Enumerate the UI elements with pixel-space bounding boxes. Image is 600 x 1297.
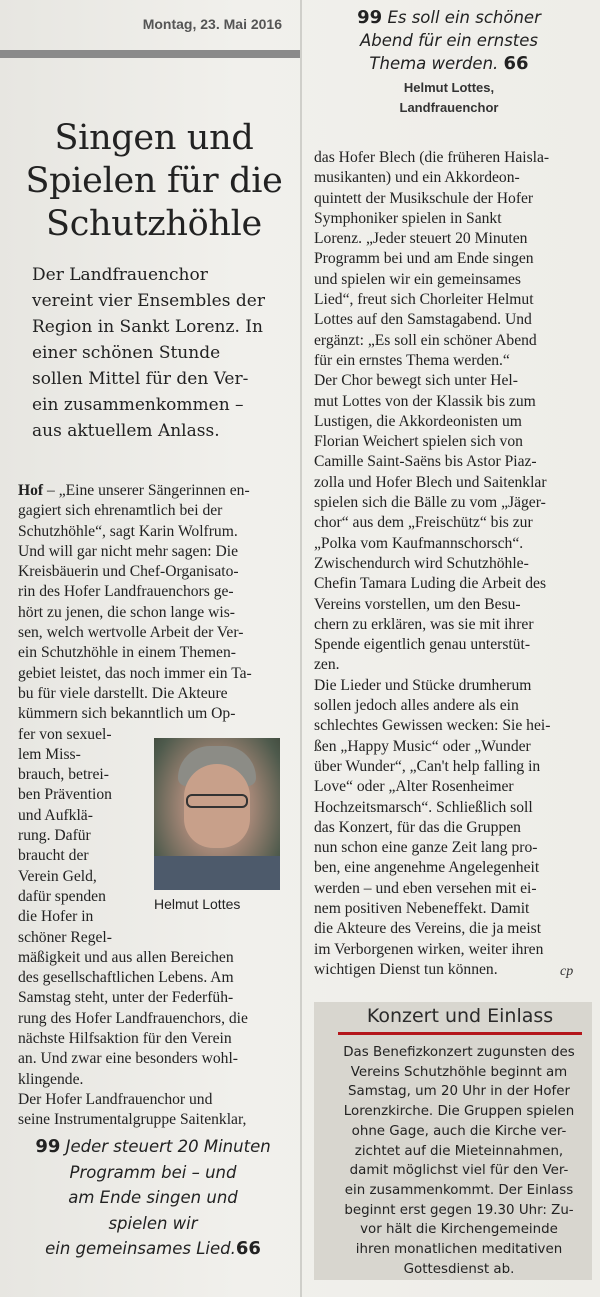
quote-close-mark: 66 [235,1238,261,1259]
info-line: ein zusammenkommt. Der Einlass [344,1182,574,1198]
body-line: Symphoniker spielen in Sankt [314,209,502,227]
quote-top-line: Es soll ein schöner [387,8,541,27]
header-rule [0,50,300,58]
author-signature: cp [560,964,574,979]
info-line: ohne Gage, auch die Kirche ver- [351,1123,567,1139]
body-line: musikanten) und ein Akkordeon- [314,169,520,187]
body-line: Zwischendurch wird Schutzhöhle- [314,554,529,572]
body-line: des gesellschaftlichen Lebens. Am [18,969,234,987]
body-line: das Hofer Blech (die früheren Haisla- [314,149,550,166]
body-line: mäßigkeit und aus allen Bereichen [18,948,234,966]
quote-open-mark: 99 [35,1136,61,1157]
article-lead [32,262,280,444]
quote-attribution [318,78,580,118]
body-line: schöner Regel- [18,928,112,946]
photo-shirt [154,856,280,890]
body-line: Die Lieder und Stücke drumherum [314,676,532,694]
body-line: gebiet leistet, das noch immer ein Ta- [18,664,252,682]
pull-quote-bottom [18,1134,288,1262]
body-line: chor“ aus dem „Freischütz“ bis zur [314,514,533,532]
quote-bottom-line: spielen wir [108,1213,198,1233]
body-line: klingende. [18,1070,84,1088]
column-divider [300,0,302,1297]
body-line: Love“ oder „Alter Rosenheimer [314,778,514,796]
info-line: beginnt erst gegen 19.30 Uhr: Zu- [344,1202,574,1218]
article-body-right [314,148,586,980]
body-line: braucht der [18,847,89,865]
body-line: seine Instrumentalgruppe Saitenklar, [18,1111,247,1129]
info-line: vor hält die Kirchengemeinde [360,1222,558,1238]
body-line: brauch, betrei- [18,766,109,784]
info-box-rule [338,1032,582,1035]
info-line: zichtet auf die Mieteinnahmen, [354,1143,564,1159]
lead-line: sollen Mittel für den Ver- [32,369,249,389]
body-line: Kreisbäuerin und Chef-Organisato- [18,563,239,581]
quote-top-line: Abend für ein ernstes [359,31,539,50]
body-line: bu für viele darstellt. Die Akteure [18,684,228,702]
info-line: Samstag, um 20 Uhr in der Hofer [347,1084,570,1100]
body-line: ben Prävention [18,786,112,804]
attribution-name: Helmut Lottes, [403,80,495,95]
body-line: und Aufklä- [18,806,93,824]
quote-close-mark: 66 [503,53,529,74]
article-headline: Singen und Spielen für die Schutzhöhle [25,118,283,244]
quote-bottom-line: ein gemeinsames Lied. [45,1239,236,1258]
info-line: Vereins Schutzhöhle beginnt am [350,1064,568,1080]
body-line: Lied“, freut sich Chorleiter Helmut [314,291,534,309]
dateline: Hof [18,482,44,499]
body-line: Vereins vorstellen, um den Besu- [314,595,521,613]
body-line: Und will gar nicht mehr sagen: Die [18,542,238,560]
body-line: fer von sexuel- [18,725,112,743]
body-line: chern zu erklären, was sie mit ihrer [314,615,534,633]
body-line: Verein Geld, [18,867,97,885]
body-line: rung. Dafür [18,827,91,845]
body-line: Lottes auf den Samstagabend. Und [314,311,532,329]
lead-line: Der Landfrauenchor [32,265,208,285]
lead-line: Region in Sankt Lorenz. In [32,317,263,337]
info-box-text [336,1043,582,1279]
body-line: Samstag steht, unter der Federfüh- [18,989,234,1007]
info-line: damit möglichst viel für den Ver- [349,1163,569,1179]
body-line: Schutzhöhle“, sagt Karin Wolfrum. [18,522,238,540]
quote-top-line: Thema werden. [369,54,499,73]
info-line: Das Benefizkonzert zugunsten des [343,1045,575,1060]
body-line: rin des Hofer Landfrauenchors ge- [18,583,234,601]
info-line: Lorenzkirche. Die Gruppen spielen [343,1104,575,1120]
body-line: dafür spenden [18,887,106,905]
body-line: Hochzeitsmarsch“. Schließlich soll [314,798,533,816]
body-text: – „Eine unserer Sängerinnen en- [43,482,250,499]
body-line: sollen jedoch alles andere als ein [314,697,519,715]
body-line: nem positiven Nebeneffekt. Damit [314,899,530,917]
quote-open-mark: 99 [357,7,383,28]
body-line: an. Und zwar eine besonders wohl- [18,1050,238,1068]
body-line: Camille Saint-Saëns bis Astor Piaz- [314,453,537,471]
body-line: Spende eigentlich genau unterstüt- [314,636,531,654]
quote-bottom-line: Programm bei – und [69,1162,237,1182]
body-line: wichtigen Dienst tun können. [314,960,498,978]
lead-line: einer schönen Stunde [32,343,221,363]
photo-glasses [186,794,248,808]
body-line: die Hofer in [18,908,94,926]
portrait-photo [154,738,280,890]
body-line: lem Miss- [18,745,81,763]
body-line: Florian Weichert spielen sich von [314,433,523,451]
info-line: ihren monatlichen meditativen [355,1242,563,1258]
body-line: über Wunder“, „Can't help falling in [314,757,541,775]
body-line: mut Lottes von der Klassik bis zum [314,392,536,410]
body-line: ßen „Happy Music“ oder „Wunder [314,737,531,755]
body-line: Der Chor bewegt sich unter Hel- [314,372,518,390]
body-line: und spielen wir ein gemeinsames [314,270,521,288]
body-line: zolla und Hofer Blech und Saitenklar [314,473,547,491]
body-line: schlechtes Gewissen wecken: Sie hei- [314,717,551,735]
body-line: spielen sich die Bälle zu vom „Jäger- [314,494,546,512]
body-line: Chefin Tamara Luding die Arbeit des [314,575,547,593]
body-line: werden – und eben versehen mit ei- [314,879,537,897]
body-line: im Verborgenen wirken, weiter ihren [314,940,544,958]
body-line: nun schon eine ganze Zeit lang pro- [314,839,538,857]
body-line: sen, welch wertvolle Arbeit der Ver- [18,624,244,642]
body-line: hört zu jenen, die schon lange wis- [18,603,235,621]
lead-line: ein zusammenkommen – [32,395,244,415]
body-line: quintett der Musikschule der Hofer [314,189,534,207]
pull-quote-top [318,6,580,75]
lead-line: aus aktuellem Anlass. [32,421,220,441]
body-line: Lustigen, die Akkordeonisten um [314,412,522,430]
issue-date: Montag, 23. Mai 2016 [142,16,282,32]
body-line: Lorenz. „Jeder steuert 20 Minuten [314,230,528,248]
body-line: die Akteure des Vereins, die ja meist [314,920,542,938]
body-line: für ein ernstes Thema werden.“ [314,351,510,369]
body-line: gagiert sich ehrenamtlich bei der [18,502,223,520]
info-box-title: Konzert und Einlass [366,1005,554,1027]
quote-bottom-line: Jeder steuert 20 Minuten [65,1137,271,1156]
body-line: rung des Hofer Landfrauenchors, die [18,1009,248,1027]
body-line: Programm bei und am Ende singen [314,250,534,268]
body-line: nächste Hilfsaktion für den Verein [18,1030,232,1048]
body-line: ein Schutzhöhle in einem Themen- [18,644,236,662]
photo-caption: Helmut Lottes [154,896,241,912]
info-line: Gottesdienst ab. [403,1261,515,1277]
body-line [18,481,286,501]
body-line: ergänzt: „Es soll ein schöner Abend [314,331,537,349]
body-line: das Konzert, für das die Gruppen [314,818,521,836]
body-line: Der Hofer Landfrauenchor und [18,1090,213,1108]
lead-line: vereint vier Ensembles der [32,291,265,311]
body-line: kümmern sich bekanntlich um Op- [18,705,236,723]
attribution-group: Landfrauenchor [399,100,499,115]
quote-bottom-line: am Ende singen und [68,1188,238,1207]
body-line: „Polka vom Kaufmannschorsch“. [314,534,524,552]
body-line: ben, eine angenehme Angelegenheit [314,859,540,877]
body-line: zen. [314,656,340,674]
